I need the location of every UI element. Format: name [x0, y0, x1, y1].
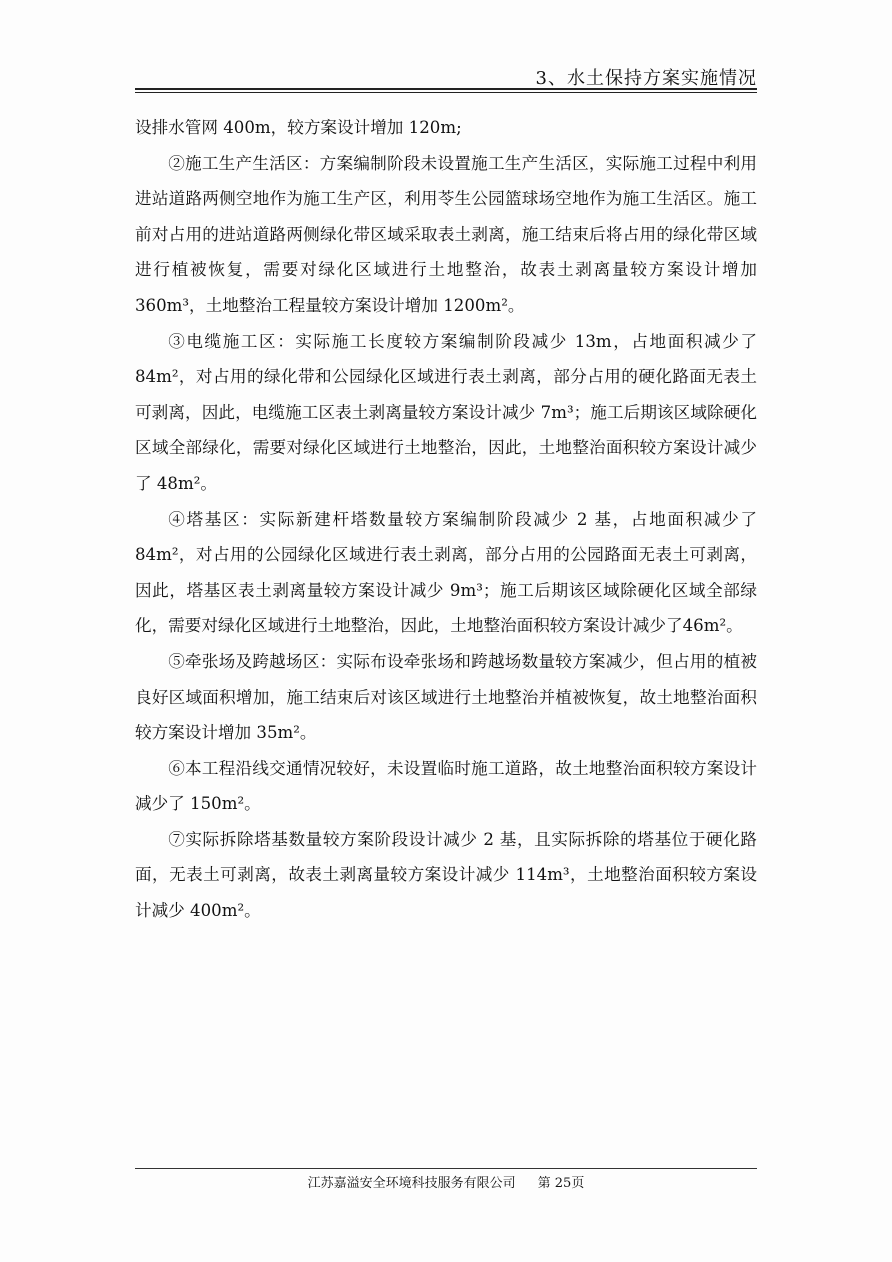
paragraph: ⑦实际拆除塔基数量较方案阶段设计减少 2 基，且实际拆除的塔基位于硬化路面，无表土可剥离，故表土剥离量较方案设计减少 114m³，土地整治面积较方案设计减少 400m²。: [135, 829, 757, 921]
paragraph: ④塔基区：实际新建杆塔数量较方案编制阶段减少 2 基，占地面积减少了84m²，对占用的公园绿化区域进行表土剥离，部分占用的公园路面无表土可剥离，因此，塔基区表土剥离量较方案设计减少 9m³；施工后期该区域除硬化区域全部绿化，需要对绿化区域进行土地整治，因此，土地整治面积较方案设计减少了46m²。: [135, 509, 757, 636]
page-header-title: 3、水土保持方案实施情况: [535, 68, 757, 89]
paragraph: ②施工生产生活区：方案编制阶段未设置施工生产生活区，实际施工过程中利用进站道路两侧空地作为施工生产区，利用苓生公园篮球场空地作为施工生活区。施工前对占用的进站道路两侧绿化带区域采取表土剥离，施工结束后将占用的绿化带区域进行植被恢复，需要对绿化区域进行土地整治，故表土剥离量较方案设计增加 360m³，土地整治工程量较方案设计增加 1200m²。: [135, 153, 757, 315]
header-divider: [135, 88, 757, 90]
page-footer: [0, 1172, 892, 1191]
page-number: 第 25页: [537, 1176, 585, 1191]
body-text: [135, 110, 757, 929]
paragraph: 设排水管网 400m，较方案设计增加 120m;: [135, 118, 462, 137]
footer-company: 江苏嘉溢安全环境科技服务有限公司: [307, 1176, 516, 1191]
paragraph: ⑥本工程沿线交通情况较好，未设置临时施工道路，故土地整治面积较方案设计减少了 150m²。: [135, 758, 757, 814]
paragraph: ⑤牵张场及跨越场区：实际布设牵张场和跨越场数量较方案减少，但占用的植被良好区域面积增加，施工结束后对该区域进行土地整治并植被恢复，故土地整治面积较方案设计增加 35m²。: [135, 651, 757, 743]
paragraph: ③电缆施工区：实际施工长度较方案编制阶段减少 13m，占地面积减少了84m²，对占用的绿化带和公园绿化区域进行表土剥离，部分占用的硬化路面无表土可剥离，因此，电缆施工区表土剥离量较方案设计减少 7m³；施工后期该区域除硬化区域全部绿化，需要对绿化区域进行土地整治，因此，土地整治面积较方案设计减少了 48m²。: [135, 331, 757, 493]
header-divider-thin: [135, 92, 757, 93]
footer-divider: [135, 1168, 757, 1169]
